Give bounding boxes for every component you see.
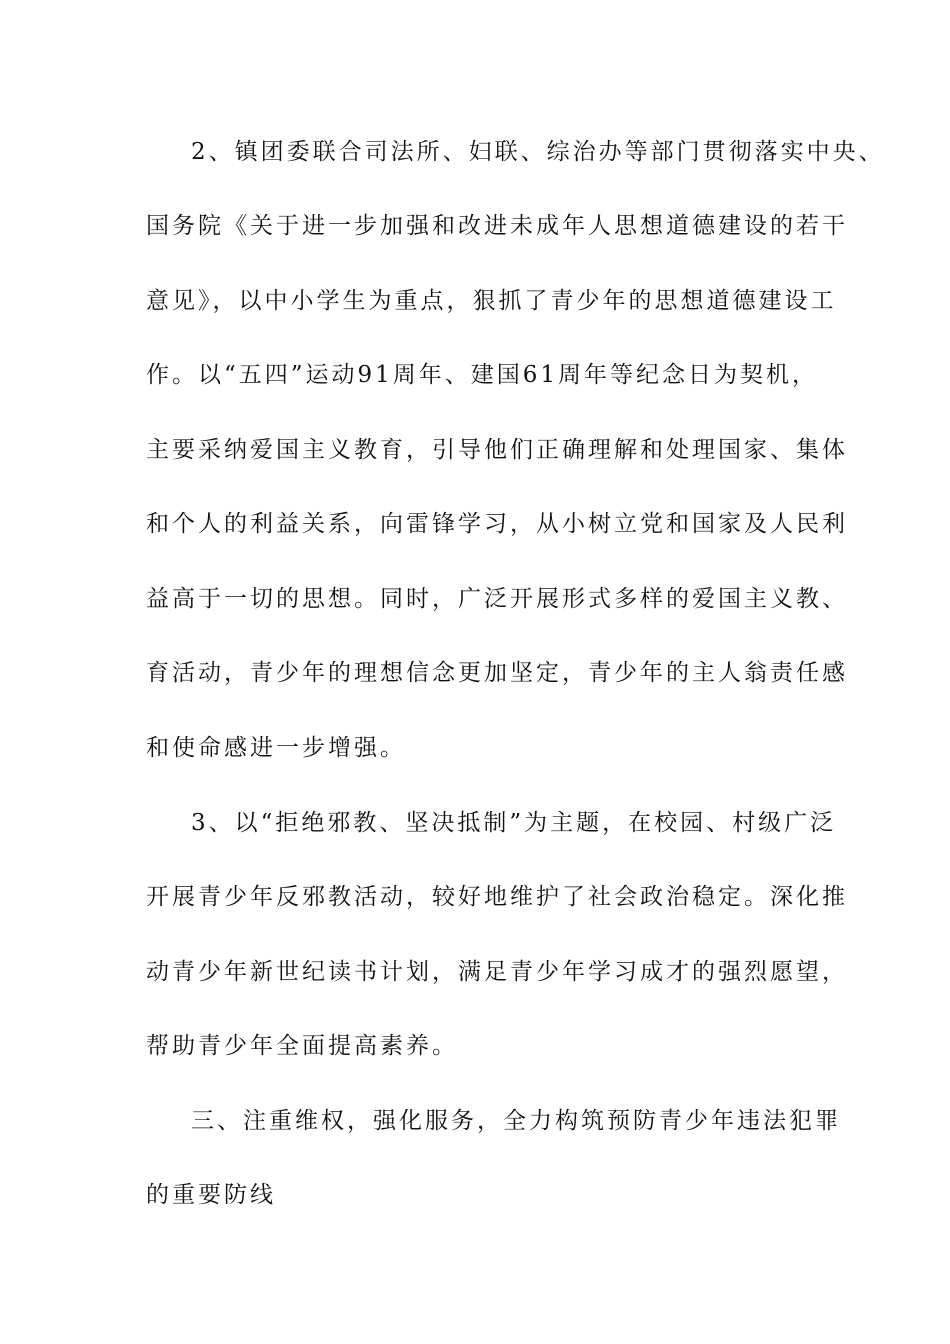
- paragraph-2-line-3: 意见》，以中小学生为重点，狠抓了青少年的思想道德建设工: [146, 288, 837, 314]
- paragraph-2-line-4: 作。以“五四”运动91周年、建国61周年等纪念日为契机，: [146, 362, 819, 388]
- paragraph-2-line-5: 主要采纳爱国主义教育，引导他们正确理解和处理国家、集体: [146, 437, 848, 463]
- paragraph-3-line-2: 开展青少年反邪教活动，较好地维护了社会政治稳定。深化推: [146, 884, 848, 910]
- paragraph-2-line-8: 育活动，青少年的理想信念更加坚定，青少年的主人翁责任感: [146, 660, 848, 686]
- paragraph-2-line-2: 国务院《关于进一步加强和改进未成年人思想道德建设的若干: [146, 213, 848, 239]
- paragraph-2-line-9: 和使命感进一步增强。: [146, 735, 406, 761]
- paragraph-3-line-4: 帮助青少年全面提高素养。: [146, 1033, 458, 1059]
- paragraph-2-line-7: 益高于一切的思想。同时，广泛开展形式多样的爱国主义教、: [146, 586, 848, 612]
- paragraph-2-line-6: 和个人的利益关系，向雷锋学习，从小树立党和国家及人民利: [146, 511, 848, 537]
- section-heading-3-line-2: 的重要防线: [146, 1182, 276, 1208]
- paragraph-2-line-1: 2、镇团委联合司法所、妇联、综治办等部门贯彻落实中央、: [191, 139, 885, 165]
- paragraph-3-line-3: 动青少年新世纪读书计划，满足青少年学习成才的强烈愿望，: [146, 959, 848, 985]
- section-heading-3-line-1: 三、注重维权，强化服务，全力构筑预防青少年违法犯罪: [191, 1108, 841, 1134]
- paragraph-3-line-1: 3、以“拒绝邪教、坚决抵制”为主题，在校园、村级广泛: [191, 810, 837, 836]
